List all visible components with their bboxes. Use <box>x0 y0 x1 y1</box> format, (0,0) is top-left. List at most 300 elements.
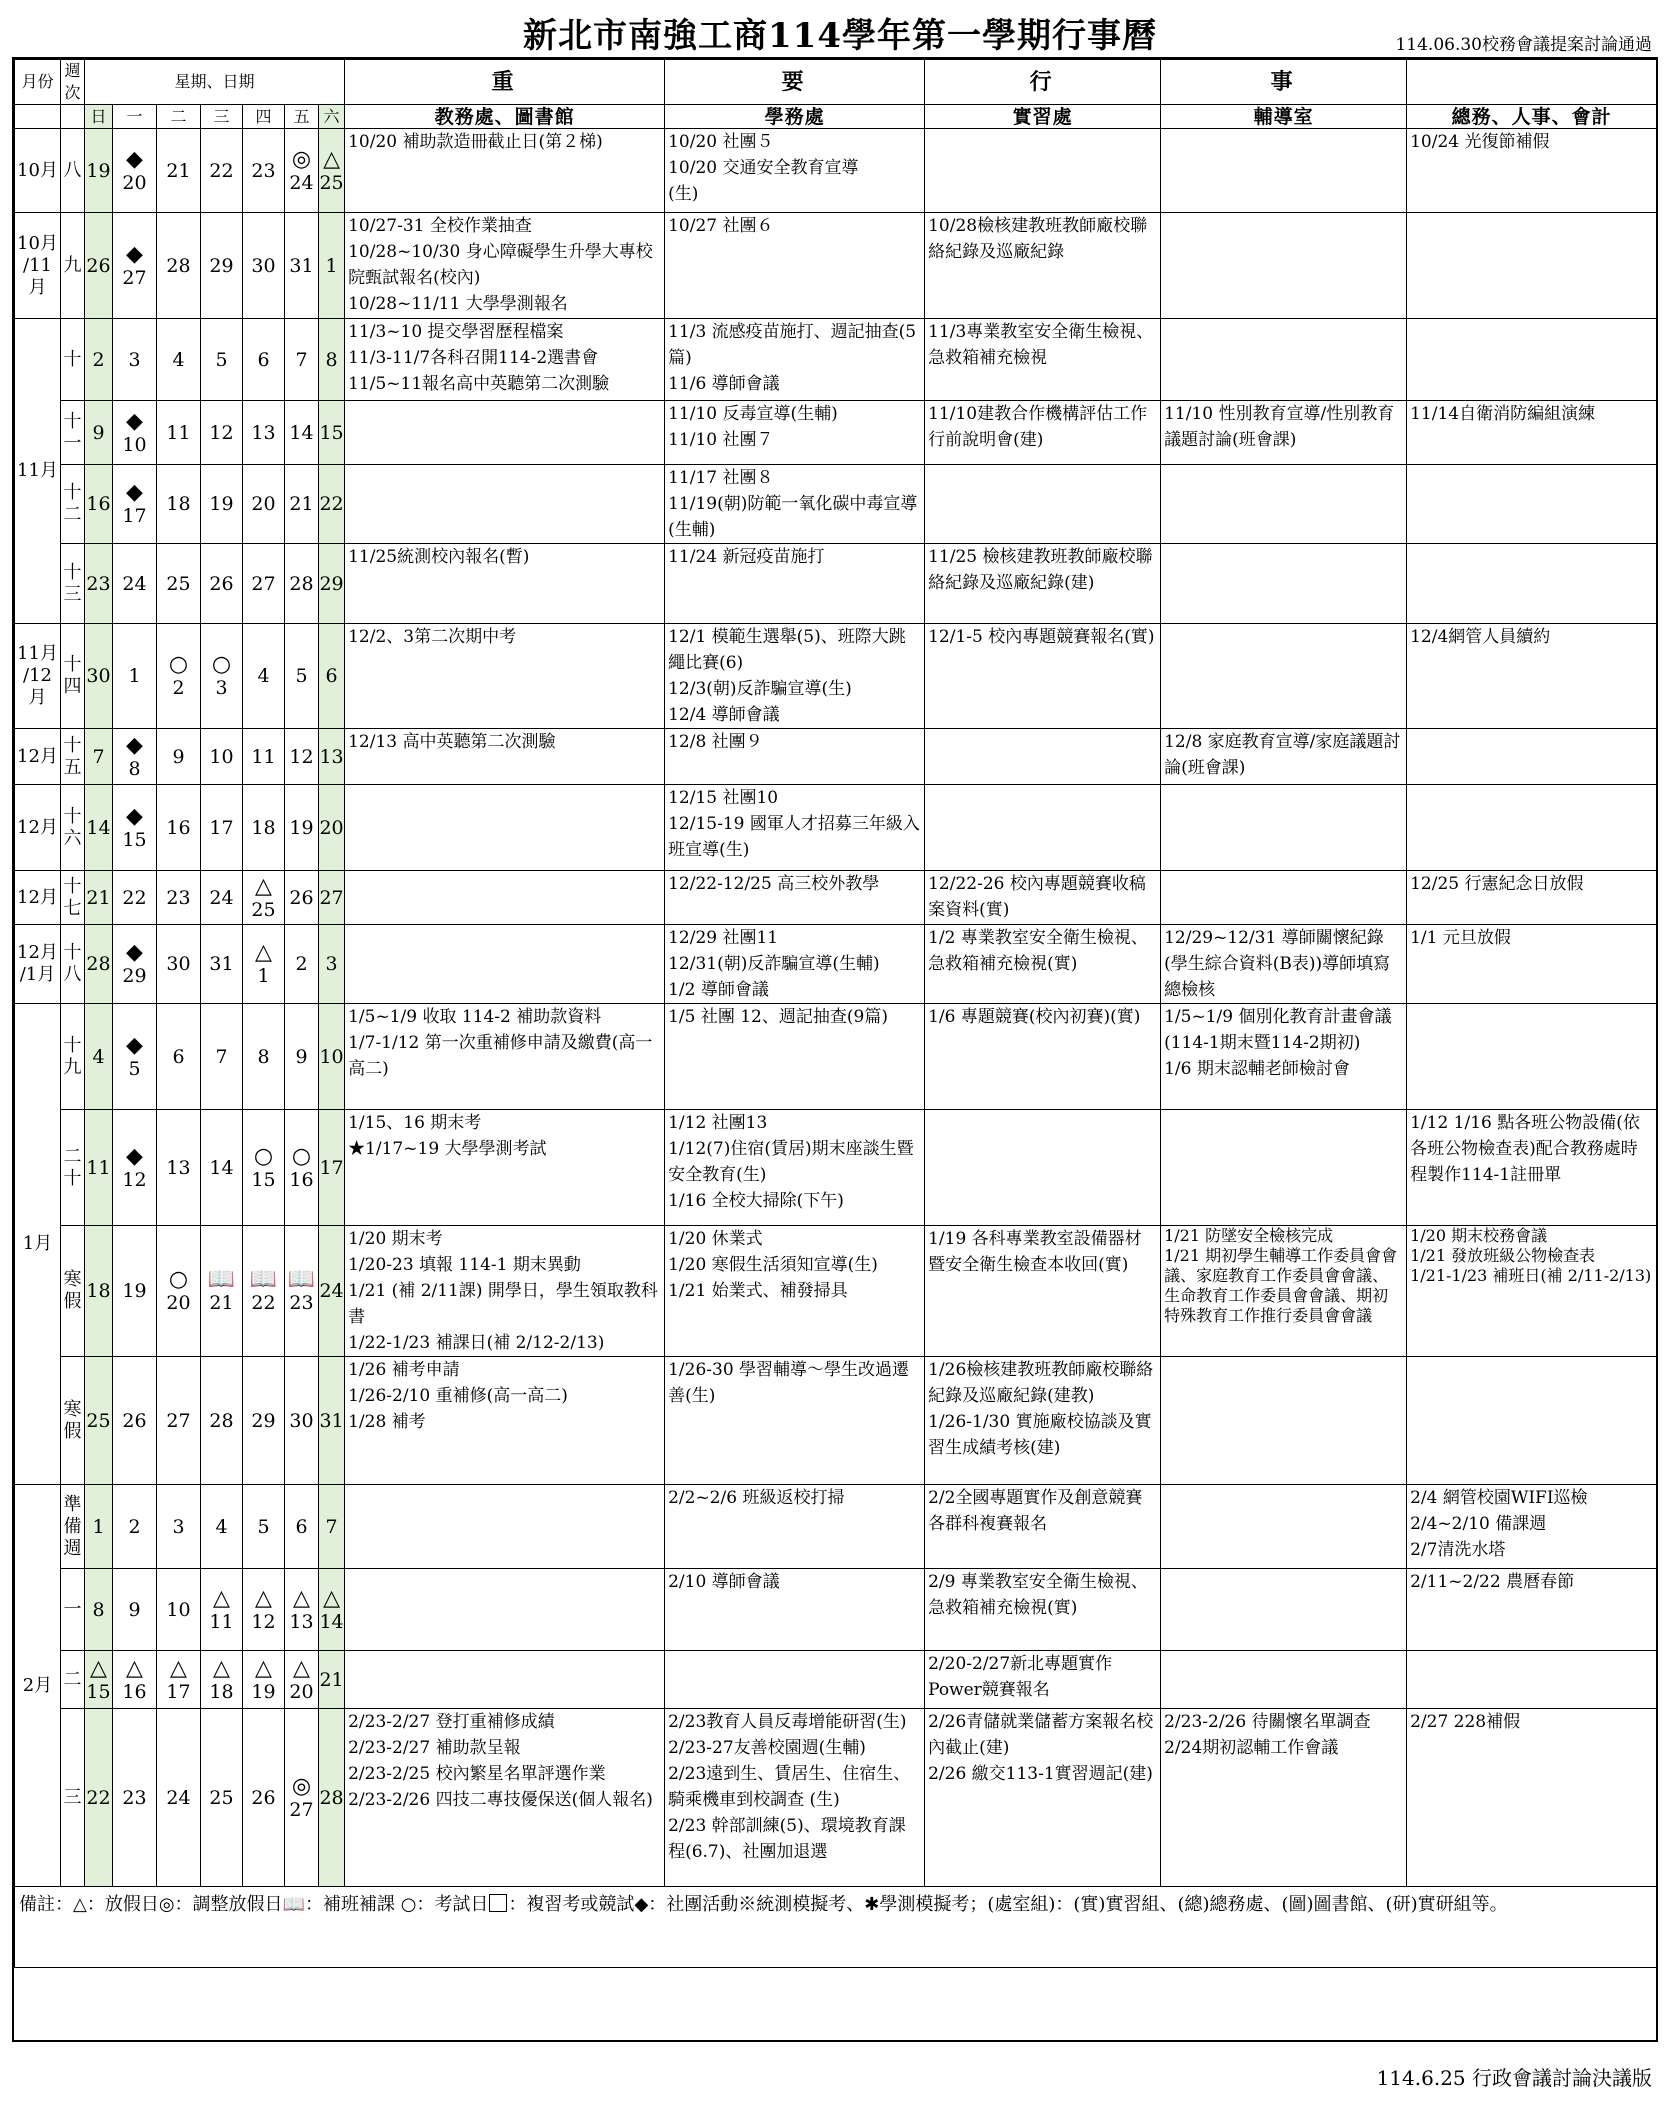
date-number: 29 <box>122 965 147 987</box>
date-number: 9 <box>295 1045 308 1068</box>
date-number: 9 <box>92 421 105 444</box>
event-cell-counseling: 12/29~12/31 導師關懷紀錄(學生綜合資料(B表))導師填寫總檢核 <box>1161 925 1407 1004</box>
week-header: 週次 <box>61 60 85 105</box>
date-number: 18 <box>209 1680 234 1703</box>
event-cell-counseling <box>1161 129 1407 213</box>
month-cell: 12月 <box>15 785 61 871</box>
date-cell <box>113 401 157 465</box>
date-cell <box>285 213 319 319</box>
legend-mock2: ✱學測模擬考；(處室組)：(實)實習組、(總)總務處、(圖)圖書館、(研)實研組等。 <box>864 1894 1508 1915</box>
date-number: 30 <box>251 254 276 277</box>
event-cell-internship <box>925 785 1161 871</box>
date-cell <box>157 871 201 925</box>
date-number: 6 <box>257 348 270 371</box>
date-cell <box>285 129 319 213</box>
date-cell <box>113 624 157 729</box>
date-cell <box>113 213 157 319</box>
date-cell <box>157 624 201 729</box>
date-cell <box>243 1651 285 1709</box>
date-number: 8 <box>128 757 141 780</box>
date-number: 7 <box>325 1515 338 1538</box>
date-cell <box>285 1110 319 1226</box>
date-number: 15 <box>319 421 344 444</box>
date-number: 21 <box>319 1668 344 1691</box>
date-number: 13 <box>289 1610 314 1633</box>
date-number: 24 <box>209 886 234 909</box>
date-cell <box>157 319 201 401</box>
date-cell <box>201 1569 243 1651</box>
date-number: 27 <box>122 266 147 289</box>
date-cell <box>285 1569 319 1651</box>
square-icon <box>489 1894 507 1912</box>
date-number: 20 <box>251 493 276 515</box>
event-cell-academic <box>345 1651 665 1709</box>
event-cell-general-affairs: 2/4 網管校園WIFI巡檢 2/4~2/10 備課週 2/7清洗水塔 <box>1407 1485 1657 1569</box>
month-header-blank <box>15 105 61 129</box>
calendar-week-row <box>15 465 1657 544</box>
date-number: 17 <box>166 1680 191 1703</box>
event-cell-general-affairs: 2/11~2/22 農曆春節 <box>1407 1569 1657 1651</box>
date-cell <box>201 871 243 925</box>
date-cell <box>157 925 201 1004</box>
date-cell <box>201 1357 243 1485</box>
events-header-5 <box>1407 60 1657 105</box>
date-cell <box>319 871 345 925</box>
date-marker-icon: ◆ <box>126 241 143 267</box>
weekday-mon: 一 <box>113 105 157 129</box>
dept-counseling: 輔導室 <box>1161 105 1407 129</box>
date-cell <box>243 1357 285 1485</box>
date-number: 3 <box>325 953 338 975</box>
event-cell-internship: 2/20-2/27新北專題實作Power競賽報名 <box>925 1651 1161 1709</box>
date-cell <box>285 624 319 729</box>
date-marker-icon: ○ <box>211 652 232 677</box>
week-header-blank <box>61 105 85 129</box>
event-cell-general-affairs <box>1407 213 1657 319</box>
date-number: 23 <box>86 572 111 595</box>
date-number: 31 <box>209 953 234 975</box>
calendar-body <box>15 60 1657 1968</box>
date-number: 15 <box>122 828 147 851</box>
event-cell-academic: 12/13 高中英聽第二次測驗 <box>345 729 665 785</box>
event-cell-student-affairs: 1/26-30 學習輔導～學生改過遷善(生) <box>665 1357 925 1485</box>
event-cell-student-affairs: 11/24 新冠疫苗施打 <box>665 544 925 624</box>
date-number: 26 <box>251 1786 276 1809</box>
date-number: 28 <box>166 254 191 277</box>
date-cell <box>285 319 319 401</box>
date-number: 24 <box>289 171 314 194</box>
date-cell <box>319 785 345 871</box>
date-cell <box>113 319 157 401</box>
calendar-title: 新北市南強工商114學年第一學期行事曆 <box>523 16 1157 56</box>
date-number: 12 <box>251 1610 276 1633</box>
date-number: 25 <box>86 1409 111 1432</box>
date-number: 20 <box>166 1292 191 1314</box>
event-cell-academic: 10/27-31 全校作業抽查 10/28~10/30 身心障礙學生升學大專校院甄試報名(校內) 10/28~11/11 大學學測報名 <box>345 213 665 319</box>
date-cell <box>157 401 201 465</box>
date-number: 24 <box>166 1786 191 1809</box>
date-cell <box>319 401 345 465</box>
event-cell-internship: 1/6 專題競賽(校內初賽)(實) <box>925 1004 1161 1110</box>
week-cell: 十四 <box>61 624 85 729</box>
date-cell <box>243 1485 285 1569</box>
events-header-1: 重 <box>345 60 665 105</box>
legend-review: ：複習考或競試 <box>508 1894 635 1915</box>
date-marker-icon: △ <box>293 1585 310 1611</box>
event-cell-counseling <box>1161 544 1407 624</box>
event-cell-general-affairs <box>1407 1357 1657 1485</box>
date-cell <box>243 785 285 871</box>
date-cell <box>157 1485 201 1569</box>
date-number: 19 <box>122 1280 147 1302</box>
version-note: 114.6.25 行政會議討論決議版 <box>1376 2066 1652 2090</box>
calendar-week-row <box>15 925 1657 1004</box>
event-cell-student-affairs: 11/3 流感疫苗施打、週記抽查(5篇) 11/6 導師會議 <box>665 319 925 401</box>
date-cell <box>201 213 243 319</box>
date-cell <box>157 1569 201 1651</box>
event-cell-student-affairs: 2/2~2/6 班級返校打掃 <box>665 1485 925 1569</box>
date-marker-icon: △ <box>126 1655 143 1681</box>
legend-adjusted: ◎：調整放假日 <box>158 1894 283 1915</box>
date-cell <box>85 1110 113 1226</box>
date-cell <box>85 213 113 319</box>
month-cell: 11月 <box>15 319 61 624</box>
date-cell <box>285 1004 319 1110</box>
event-cell-general-affairs <box>1407 465 1657 544</box>
date-number: 24 <box>122 572 147 595</box>
weekday-fri: 五 <box>285 105 319 129</box>
date-cell <box>157 1651 201 1709</box>
date-number: 11 <box>251 745 276 768</box>
date-number: 4 <box>257 665 270 687</box>
weekday-sun: 日 <box>85 105 113 129</box>
date-cell <box>243 129 285 213</box>
date-number: 26 <box>122 1409 147 1432</box>
event-cell-academic: 1/26 補考申請 1/26-2/10 重補修(高一高二) 1/28 補考 <box>345 1357 665 1485</box>
date-marker-icon: ◆ <box>126 1143 143 1169</box>
date-cell <box>285 544 319 624</box>
date-number: 28 <box>209 1409 234 1432</box>
date-number: 6 <box>172 1045 185 1068</box>
event-cell-academic <box>345 1485 665 1569</box>
date-cell <box>243 871 285 925</box>
date-cell <box>319 1709 345 1887</box>
date-number: 29 <box>319 572 344 595</box>
event-cell-academic <box>345 871 665 925</box>
date-number: 5 <box>215 348 228 371</box>
date-cell <box>85 1709 113 1887</box>
week-cell: 一 <box>61 1569 85 1651</box>
legend-prefix: 備註： <box>19 1894 73 1915</box>
week-cell: 十七 <box>61 871 85 925</box>
week-cell: 二十 <box>61 1110 85 1226</box>
date-cell <box>85 729 113 785</box>
date-cell <box>85 129 113 213</box>
week-cell: 三 <box>61 1709 85 1887</box>
date-cell <box>85 1357 113 1485</box>
date-cell <box>85 871 113 925</box>
date-number: 20 <box>319 816 344 839</box>
date-number: 10 <box>122 433 147 456</box>
date-cell <box>243 729 285 785</box>
event-cell-academic <box>345 1569 665 1651</box>
date-cell <box>243 1226 285 1357</box>
approval-note: 114.06.30校務會議提案討論通過 <box>1395 35 1652 55</box>
date-marker-icon: ◆ <box>126 480 143 505</box>
calendar-week-row <box>15 1485 1657 1569</box>
date-marker-icon: ○ <box>253 1143 274 1169</box>
date-marker-icon: △ <box>170 1655 187 1681</box>
week-cell: 十二 <box>61 465 85 544</box>
date-marker-icon: ◆ <box>126 146 143 172</box>
date-marker-icon: 📖 <box>249 1267 278 1292</box>
date-marker-icon: ◎ <box>291 146 312 172</box>
event-cell-internship <box>925 465 1161 544</box>
event-cell-academic: 12/2、3第二次期中考 <box>345 624 665 729</box>
calendar-week-row <box>15 1709 1657 1887</box>
calendar-week-row <box>15 319 1657 401</box>
date-number: 21 <box>86 886 111 909</box>
event-cell-counseling <box>1161 624 1407 729</box>
month-cell: 11月 /12月 <box>15 624 61 729</box>
date-marker-icon: ◆ <box>126 940 143 965</box>
month-cell: 12月 <box>15 871 61 925</box>
date-cell <box>319 729 345 785</box>
calendar-week-row <box>15 213 1657 319</box>
date-number: 19 <box>251 1680 276 1703</box>
week-cell: 寒假 <box>61 1226 85 1357</box>
date-number: 4 <box>92 1045 105 1068</box>
dept-academic: 教務處、圖書館 <box>345 105 665 129</box>
date-cell <box>113 1110 157 1226</box>
event-cell-counseling <box>1161 785 1407 871</box>
date-cell <box>113 544 157 624</box>
calendar-table <box>14 59 1657 1968</box>
weekday-sat: 六 <box>319 105 345 129</box>
date-marker-icon: △ <box>255 873 272 899</box>
date-cell <box>319 213 345 319</box>
event-cell-counseling: 2/23-2/26 待關懷名單調查 2/24期初認輔工作會議 <box>1161 1709 1407 1887</box>
calendar-week-row <box>15 129 1657 213</box>
date-number: 17 <box>209 816 234 839</box>
date-number: 10 <box>209 745 234 768</box>
month-header: 月份 <box>15 60 61 105</box>
week-cell: 二 <box>61 1651 85 1709</box>
date-cell <box>285 1226 319 1357</box>
calendar-week-row <box>15 1226 1657 1357</box>
date-cell <box>201 1485 243 1569</box>
header-row-top <box>15 60 1657 105</box>
date-cell <box>157 1357 201 1485</box>
date-number: 7 <box>92 745 105 768</box>
date-number: 14 <box>289 421 314 444</box>
date-number: 2 <box>92 348 105 371</box>
date-number: 23 <box>289 1292 314 1314</box>
date-cell <box>319 1485 345 1569</box>
date-number: 31 <box>289 254 314 277</box>
events-header-2: 要 <box>665 60 925 105</box>
month-cell: 10月 <box>15 129 61 213</box>
date-number: 1 <box>92 1515 105 1538</box>
date-cell <box>285 871 319 925</box>
date-number: 18 <box>251 816 276 839</box>
date-cell <box>243 319 285 401</box>
date-cell <box>201 129 243 213</box>
event-cell-internship: 11/3專業教室安全衛生檢視、急救箱補充檢視 <box>925 319 1161 401</box>
date-cell <box>85 1485 113 1569</box>
date-number: 6 <box>325 665 338 687</box>
date-cell <box>201 544 243 624</box>
date-cell <box>243 1709 285 1887</box>
weekday-wed: 三 <box>201 105 243 129</box>
date-number: 12 <box>122 1168 147 1191</box>
date-marker-icon: △ <box>255 1655 272 1681</box>
date-cell <box>113 465 157 544</box>
week-cell: 十九 <box>61 1004 85 1110</box>
date-number: 4 <box>172 348 185 371</box>
date-cell <box>319 1569 345 1651</box>
date-number: 26 <box>289 886 314 909</box>
date-cell <box>113 729 157 785</box>
date-cell <box>319 1651 345 1709</box>
event-cell-general-affairs <box>1407 1004 1657 1110</box>
date-marker-icon: 📖 <box>287 1267 316 1292</box>
date-marker-icon: △ <box>213 1655 230 1681</box>
date-cell <box>157 785 201 871</box>
date-cell <box>85 1651 113 1709</box>
date-number: 1 <box>325 254 338 277</box>
event-cell-internship: 2/2全國專題實作及創意競賽各群科複賽報名 <box>925 1485 1161 1569</box>
date-number: 3 <box>215 677 228 699</box>
date-number: 4 <box>215 1515 228 1538</box>
event-cell-counseling: 1/21 防墜安全檢核完成 1/21 期初學生輔導工作委員會會議、家庭教育工作委員會會議、生命教育工作委員會會議、期初特殊教育工作推行委員會會議 <box>1161 1226 1407 1357</box>
date-cell <box>285 785 319 871</box>
week-cell: 寒假 <box>61 1357 85 1485</box>
date-number: 7 <box>295 348 308 371</box>
date-cell <box>285 729 319 785</box>
event-cell-counseling: 12/8 家庭教育宣導/家庭議題討論(班會課) <box>1161 729 1407 785</box>
event-cell-general-affairs: 10/24 光復節補假 <box>1407 129 1657 213</box>
date-cell <box>285 925 319 1004</box>
date-cell <box>113 871 157 925</box>
week-cell: 十六 <box>61 785 85 871</box>
legend-holiday: △：放假日 <box>73 1894 159 1915</box>
date-number: 1 <box>128 665 141 687</box>
date-cell <box>85 1569 113 1651</box>
date-cell <box>157 1110 201 1226</box>
date-number: 1 <box>257 965 270 987</box>
event-cell-internship: 2/9 專業教室安全衛生檢視、急救箱補充檢視(實) <box>925 1569 1161 1651</box>
date-number: 29 <box>251 1409 276 1432</box>
date-number: 10 <box>319 1045 344 1068</box>
date-cell <box>201 465 243 544</box>
event-cell-internship: 2/26青儲就業儲蓄方案報名校內截止(建) 2/26 繳交113-1實習週記(建) <box>925 1709 1161 1887</box>
event-cell-internship: 11/10建教合作機構評估工作行前說明會(建) <box>925 401 1161 465</box>
date-cell <box>157 213 201 319</box>
date-number: 25 <box>209 1786 234 1809</box>
date-cell <box>85 544 113 624</box>
date-cell <box>201 925 243 1004</box>
event-cell-internship: 11/25 檢核建教班教師廠校聯絡紀錄及巡廠紀錄(建) <box>925 544 1161 624</box>
date-number: 25 <box>319 171 344 194</box>
weekday-thu: 四 <box>243 105 285 129</box>
date-number: 13 <box>251 421 276 444</box>
date-number: 8 <box>325 348 338 371</box>
event-cell-student-affairs: 1/12 社團13 1/12(7)住宿(賃居)期末座談生暨安全教育(生) 1/16 全校大掃除(下午) <box>665 1110 925 1226</box>
date-cell <box>113 129 157 213</box>
date-number: 28 <box>86 953 111 975</box>
event-cell-student-affairs: 12/8 社團９ <box>665 729 925 785</box>
week-cell: 十五 <box>61 729 85 785</box>
date-number: 28 <box>289 572 314 595</box>
dept-student-affairs: 學務處 <box>665 105 925 129</box>
date-cell <box>201 401 243 465</box>
date-number: 14 <box>319 1610 344 1633</box>
date-number: 22 <box>319 493 344 515</box>
month-cell: 12月 <box>15 729 61 785</box>
calendar-week-row <box>15 401 1657 465</box>
event-cell-internship: 12/22-26 校內專題競賽收稿案資料(實) <box>925 871 1161 925</box>
date-number: 22 <box>209 159 234 182</box>
date-number: 9 <box>128 1598 141 1621</box>
date-number: 15 <box>86 1680 111 1703</box>
date-cell <box>319 1004 345 1110</box>
date-number: 19 <box>209 493 234 515</box>
event-cell-counseling <box>1161 871 1407 925</box>
header-row-bottom <box>15 105 1657 129</box>
date-marker-icon: 📖 <box>207 1267 236 1292</box>
date-number: 17 <box>319 1156 344 1179</box>
date-number: 12 <box>209 421 234 444</box>
date-number: 18 <box>166 493 191 515</box>
date-marker-icon: △ <box>293 1655 310 1681</box>
event-cell-internship <box>925 1110 1161 1226</box>
event-cell-general-affairs: 12/4網管人員續約 <box>1407 624 1657 729</box>
calendar-week-row <box>15 1004 1657 1110</box>
date-number: 16 <box>166 816 191 839</box>
legend-club: ◆：社團活動 <box>634 1894 739 1915</box>
event-cell-internship: 1/2 專業教室安全衛生檢視、急救箱補充檢視(實) <box>925 925 1161 1004</box>
date-cell <box>319 319 345 401</box>
date-number: 22 <box>251 1292 276 1314</box>
date-cell <box>243 624 285 729</box>
date-number: 15 <box>251 1168 276 1191</box>
event-cell-internship: 10/28檢核建教班教師廠校聯絡紀錄及巡廠紀錄 <box>925 213 1161 319</box>
event-cell-general-affairs <box>1407 729 1657 785</box>
date-cell <box>157 544 201 624</box>
event-cell-academic <box>345 925 665 1004</box>
month-cell: 10月 /11月 <box>15 213 61 319</box>
events-header-4: 事 <box>1161 60 1407 105</box>
event-cell-academic <box>345 465 665 544</box>
weekday-group-header: 星期、日期 <box>85 60 345 105</box>
calendar-week-row <box>15 1110 1657 1226</box>
event-cell-general-affairs: 1/20 期末校務會議 1/21 發放班級公物檢查表 1/21-1/23 補班日(補 2/11-2/13) <box>1407 1226 1657 1357</box>
event-cell-counseling <box>1161 465 1407 544</box>
date-cell <box>113 1709 157 1887</box>
event-cell-counseling <box>1161 1485 1407 1569</box>
week-cell: 九 <box>61 213 85 319</box>
date-cell <box>319 465 345 544</box>
event-cell-general-affairs: 2/27 228補假 <box>1407 1709 1657 1887</box>
event-cell-internship: 1/19 各科專業教室設備器材暨安全衛生檢查本收回(實) <box>925 1226 1161 1357</box>
date-number: 5 <box>295 665 308 687</box>
date-marker-icon: ○ <box>291 1143 312 1169</box>
date-number: 26 <box>86 254 111 277</box>
date-number: 14 <box>209 1156 234 1179</box>
date-cell <box>243 213 285 319</box>
date-number: 28 <box>319 1786 344 1809</box>
